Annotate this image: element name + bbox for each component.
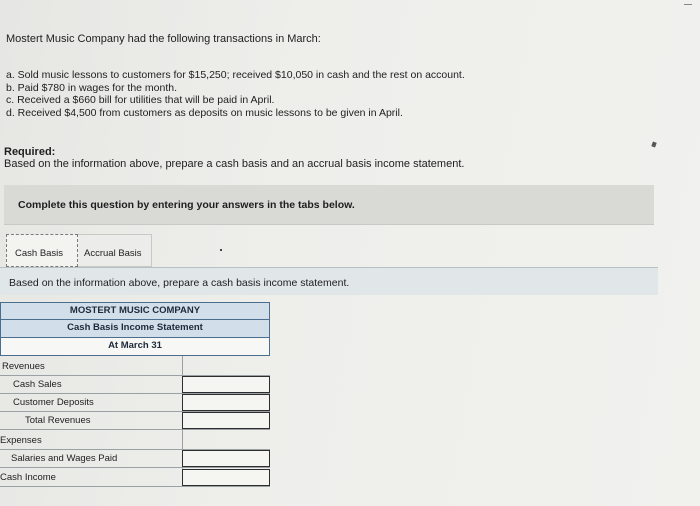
tab-instruction-text: Based on the information above, prepare a cash basis income statement. — [9, 277, 350, 289]
row-total-revenues — [0, 412, 270, 430]
row-label: Total Revenues — [25, 415, 91, 426]
statement-period: At March 31 — [0, 338, 270, 356]
decorative-mark — [684, 4, 692, 5]
statement-company: MOSTERT MUSIC COMPANY — [0, 302, 270, 320]
instructions-text: Complete this question by entering your answers in the tabs below. — [18, 199, 355, 211]
row-salaries-wages — [0, 450, 270, 468]
question-intro: Mostert Music Company had the following transactions in March: — [6, 33, 321, 45]
row-revenues — [0, 358, 270, 376]
customer-deposits-input[interactable] — [182, 394, 270, 411]
transaction-d: d. Received $4,500 from customers as deposits on music lessons to be given in April. — [6, 106, 403, 119]
transaction-c: c. Received a $660 bill for utilities that will be paid in April. — [6, 94, 275, 106]
total-revenues-input[interactable] — [182, 412, 270, 429]
scroll-arrow-icon[interactable] — [651, 141, 656, 147]
required-title: Required: — [4, 146, 56, 158]
row-customer-deposits — [0, 394, 270, 412]
cash-income-input[interactable] — [182, 469, 270, 486]
row-cash-income — [0, 469, 270, 487]
transaction-a: a. Sold music lessons to customers for $15,250; received $10,050 in cash and the rest on account. — [6, 69, 465, 81]
instructions-bar — [4, 185, 654, 225]
row-label: Salaries and Wages Paid — [11, 453, 118, 464]
transaction-b: b. Paid $780 in wages for the month. — [6, 81, 178, 94]
row-label: Expenses — [0, 435, 42, 446]
tab-instruction-bar — [0, 267, 658, 295]
row-label: Cash Income — [0, 472, 56, 483]
transaction-list — [6, 69, 465, 119]
tab-cash-basis[interactable] — [6, 234, 78, 267]
row-label: Customer Deposits — [13, 397, 94, 408]
tab-cash-basis-label: Cash Basis — [15, 248, 64, 259]
statement-title: Cash Basis Income Statement — [0, 320, 270, 338]
tab-accrual-basis-label: Accrual Basis — [84, 248, 142, 259]
row-cash-sales — [0, 376, 270, 394]
required-text: Based on the information above, prepare a cash basis and an accrual basis income statement. — [4, 158, 465, 170]
row-label: Revenues — [2, 361, 45, 372]
salaries-wages-input[interactable] — [182, 450, 270, 467]
cursor-dot — [220, 249, 222, 251]
tab-accrual-basis[interactable] — [78, 234, 152, 267]
row-label: Cash Sales — [13, 379, 62, 390]
row-expenses — [0, 432, 270, 450]
cash-sales-input[interactable] — [182, 376, 270, 393]
